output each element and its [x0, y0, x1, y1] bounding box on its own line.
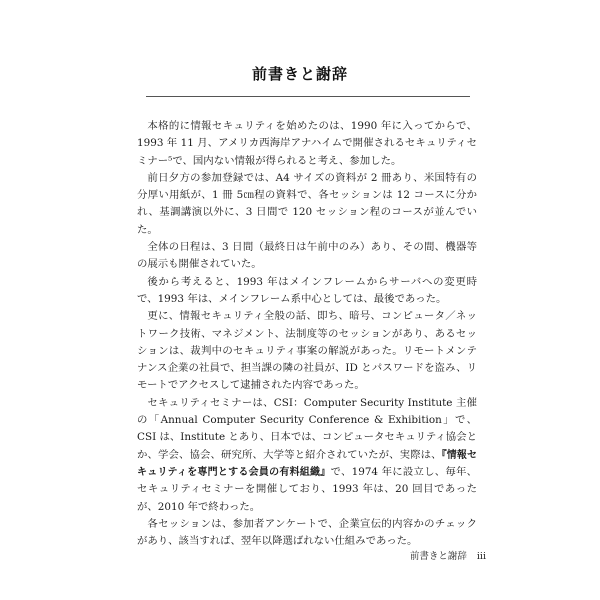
paragraph-4: 後から考えると、1993 年はメインフレームからサーバへの変更時で、1993 年は、メインフレーム系中心としては、最後であった。	[137, 275, 477, 305]
body-text	[137, 118, 477, 550]
page-number: iii	[476, 551, 486, 562]
running-head: 前書きと謝辞	[409, 551, 467, 562]
page-title: 前書きと謝辞	[251, 65, 348, 83]
paragraph-6	[137, 395, 477, 516]
page-footer	[410, 548, 486, 562]
paragraph-3: 全体の日程は、3 日間（最終日は午前中のみ）あり、その間、機器等の展示も開催されていた。	[137, 241, 477, 271]
title-divider	[146, 96, 470, 97]
paragraph-1: 本格的に情報セキュリティを始めたのは、1990 年に入ってからで、1993 年 11 月、アメリカ西海岸アナハイムで開催されるセキュリティセミナー⁵で、国内ない情報が得られると考え、参加した。	[137, 120, 477, 167]
paragraph-5: 更に、情報セキュリティ全般の話、即ち、暗号、コンピュータ／ネットワーク技術、マネジメント、法制度等のセッションがあり、あるセッションは、裁判中のセキュリティ事案の解説があった。リモートメンテナンス企業の社員で、担当課の隣の社員が、ID とパスワードを盗み、リモートでアクセスして逮捕された内容であった。	[137, 310, 477, 392]
paragraph-7: 各セッションは、参加者アンケートで、企業宣伝的内容かのチェックがあり、該当すれば、翌年以降選ばれない仕組みであった。	[137, 517, 477, 548]
paragraph-6-text-before: セキュリティセミナーは、CSI：Computer Security Institute 主催の「Annual Computer Security Conference & Exhibition」で、CSI は、Institute とあり、日本では、コンピュータセキュリティ協会とか、学会、協会、研究所、大学等と紹介されていたが、実際は、	[137, 396, 477, 461]
paragraph-6-text-after: で、1974 年に設立し、毎年、セキュリティセミナーを開催しており、1993 年は、20 回目であったが、2010 年で終わった。	[137, 465, 478, 513]
paragraph-6-bold-phrase: 『情報セキュリティを専門とする会員の有料組織』	[137, 449, 478, 478]
paragraph-2: 前日夕方の参加登録では、A4 サイズの資料が 2 冊あり、米国特有の分厚い用紙が、1 冊 5㎝程の資料で、各セッションは 12 コースに分かれ、基調講演以外に、3 日間で 120 セッション程のコースが並んでいた。	[137, 171, 477, 236]
